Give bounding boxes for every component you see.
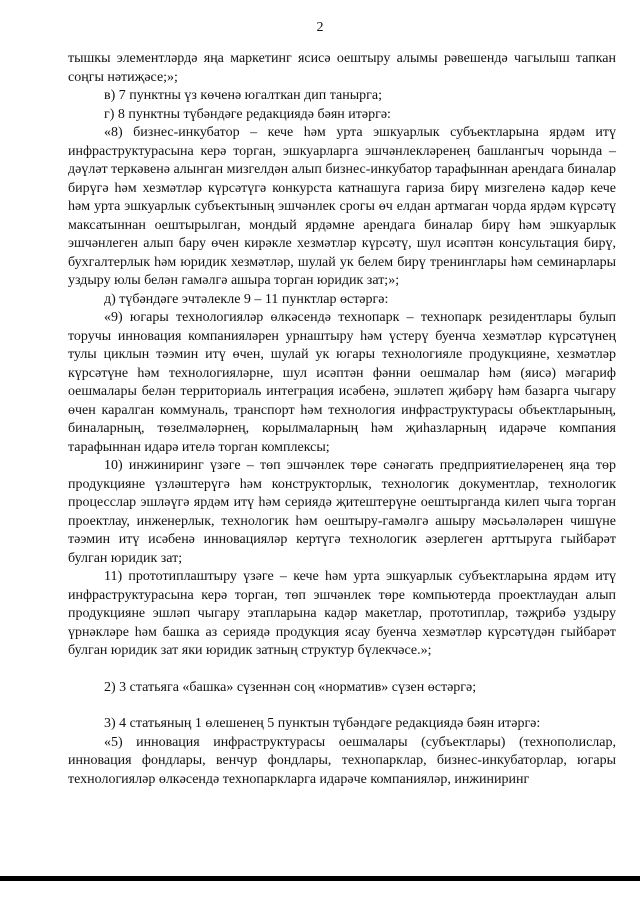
scan-edge-bar — [0, 876, 640, 881]
document-body — [68, 50, 616, 789]
paragraph-definition-8: «8) бизнес-инкубатор – кече һәм урта эшкуарлык субъектларына ярдәм итү инфраструктурасына керә торган, эшкуарларга эшчәнлекләренең башлангыч чорында – дәүләт теркәвенә алынган мизгелдән алып бизнес-инкубатор тарафыннан арендага биналар бирүгә һәм хезмәтләр күрсәтүгә конкурста катнашуга гариза бирү мизгеленә кадәр кече һәм урта эшкуарлык субъектының эшчәнлек срогы өч елдан артмаган чорда ярдәм күрсәтү максатыннан оештырылган, мондый ярдәмне арендага биналар бирү һәм эшкуарлык эшчәнлеген алып бару өчен кирәкле хезмәтләр күрсәтү, шул исәптән консультация бирү, бухгалтерлык һәм юридик хезмәтләр, шулай ук белем бирү тренинглары һәм семинарлары уздыру юлы белән гамәлгә ашыра торган юридик зат;»; — [68, 125, 616, 288]
paragraph-definition-10: 10) инжиниринг үзәге – төп эшчәнлек төре сәнәгать предприятиеләренең яңа төр продукцияне үзләштерүгә һәм конструкторлык, технологик документлар, технологик процесслар эшләүгә ярдәм итү һәм сериядә җитештерүне оештырганда килеп чыга торган проектлау, инженерлык, технологик һәм оештыру-гамәлгә ашыру мәсьәләләрен чишүне тәэмин итү исәбенә инновацияләр кертүгә технологик әзерлеген арттыруга гыйбарәт булган юридик зат; — [68, 458, 616, 566]
paragraph-continuation: тышкы элементләрдә яңа маркетинг ясисә оештыру алымы рәвешендә чагылыш тапкан соңгы нәтиҗәсе;»; — [68, 51, 616, 85]
paragraph-definition-5: «5) инновация инфраструктурасы оешмалары (субъектлары) (технополислар, инновация фондлары, венчур фондлары, технопарклар, бизнес-инкубаторлар, югары технологияләр өлкәсендә технопаркларга идарәче компанияләр, инжиниринг — [68, 734, 616, 787]
paragraph-item-g: г) 8 пунктны түбәндәге редакциядә бәян итәргә: — [104, 106, 391, 122]
paragraph-definition-11: 11) прототиплаштыру үзәге – кече һәм урта эшкуарлык субъектларына ярдәм итү инфраструктурасына керә торган, төп эшчәнлек төре компьютерда проектлаудан алып продукцияне эшләп чыгару этапларына кадәр макетлар, прототиплар, тәҗрибә уздыру үрнәкләре һәм башка аз сериядә продукция ясау буенча хезмәтләр күрсәтүдән гыйбарәт булган юридик зат яки юридик затның структур бүлекчәсе.»; — [68, 569, 616, 658]
page-number: 2 — [316, 20, 324, 35]
paragraph-definition-9: «9) югары технологияләр өлкәсендә технопарк – технопарк резидентлары булып торучы инновация компанияләрен урнаштыру һәм үстерү буенча хезмәтләр күрсәтүнең тулы циклын тәэмин итү өчен, шулай ук югары технологияле продукцияне, хезмәтләр күрсәтүне һәм технологияләрне, шул исәптән фәнни оешмалар һәм (яисә) мәгариф оешмалары белән территориаль интеграция исәбенә, эшләтеп җибәрү һәм базарга чыгару өчен каралган коммуналь, транспорт һәм технология инфраструктурасы объектларының, биналарның, төзелмәләрнең, корылмаларның һәм җиһазларның идарәче компания тарафыннан идарә ителә торган комплексы; — [68, 310, 616, 455]
paragraph-article-3: 2) 3 статьяга «башка» сүзеннән соң «норматив» сүзен өстәргә; — [104, 679, 477, 695]
paragraph-item-v: в) 7 пунктны үз көченә югалткан дип танырга; — [104, 88, 382, 103]
paragraph-article-4: 3) 4 статьяның 1 өлешенең 5 пунктын түбәндәге редакциядә бәян итәргә: — [104, 716, 541, 731]
paragraph-item-d: д) түбәндәге эчтәлекле 9 – 11 пунктлар өстәргә: — [104, 291, 389, 307]
